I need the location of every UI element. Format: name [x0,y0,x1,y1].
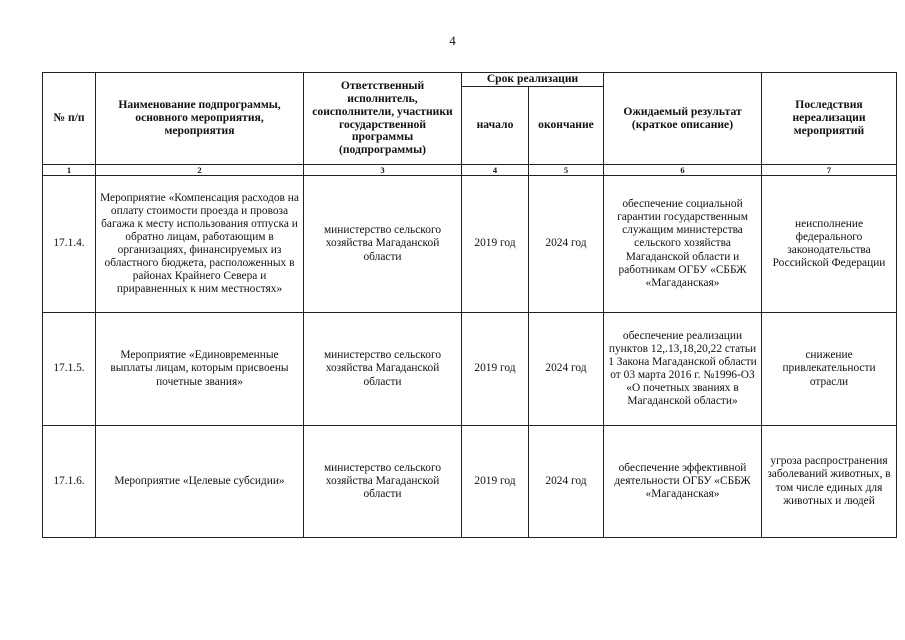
page-number: 4 [449,33,456,48]
row-number: 17.1.6. [43,426,96,538]
row-start: 2019 год [462,313,529,426]
row-end: 2024 год [529,426,604,538]
header-responsible: Ответственный исполнитель, соисполнители, участники государственной программы (подпрограммы) [304,73,462,165]
column-number: 3 [304,165,462,176]
row-responsible: министерство сельского хозяйства Магаданской области [304,313,462,426]
header-consequences: Последствия нереализации мероприятий [762,73,897,165]
program-table [42,72,897,538]
row-consequences: неисполнение федерального законодательства Российской Федерации [762,176,897,313]
column-number: 1 [43,165,96,176]
table-row [43,313,897,426]
row-name: Мероприятие «Компенсация расходов на оплату стоимости проезда и провоза багажа к месту использования отпуска и обратно лицам, работающим в организациях, финансируемых из областного бюджета, расположенных в районах Крайнего Севера и приравненных к ним местностях» [96,176,304,313]
row-start: 2019 год [462,176,529,313]
column-number: 2 [96,165,304,176]
row-end: 2024 год [529,176,604,313]
row-consequences: угроза распространения заболеваний животных, в том числе единых для животных и людей [762,426,897,538]
header-name: Наименование подпрограммы, основного мероприятия, мероприятия [96,73,304,165]
row-result: обеспечение социальной гарантии государственным служащим министерства сельского хозяйства Магаданской области и работникам ОГБУ «СББЖ «Магаданская» [604,176,762,313]
column-number-row [43,165,897,176]
row-responsible: министерство сельского хозяйства Магаданской области [304,176,462,313]
column-number: 5 [529,165,604,176]
row-number: 17.1.4. [43,176,96,313]
header-start: начало [462,87,529,165]
row-consequences: снижение привлекательности отрасли [762,313,897,426]
row-result: обеспечение реализации пунктов 12,.13,18,20,22 статьи 1 Закона Магаданской области от 03 марта 2016 г. №1996-ОЗ «О почетных званиях в Магаданской области» [604,313,762,426]
column-number: 6 [604,165,762,176]
row-end: 2024 год [529,313,604,426]
table-row [43,426,897,538]
header-result: Ожидаемый результат (краткое описание) [604,73,762,165]
row-name: Мероприятие «Единовременные выплаты лицам, которым присвоены почетные звания» [96,313,304,426]
row-name: Мероприятие «Целевые субсидии» [96,426,304,538]
column-number: 4 [462,165,529,176]
column-number: 7 [762,165,897,176]
table-row [43,176,897,313]
header-num: № п/п [43,73,96,165]
row-number: 17.1.5. [43,313,96,426]
row-responsible: министерство сельского хозяйства Магаданской области [304,426,462,538]
row-start: 2019 год [462,426,529,538]
header-end: окончание [529,87,604,165]
header-period: Срок реализации [462,73,604,87]
row-result: обеспечение эффективной деятельности ОГБУ «СББЖ «Магаданская» [604,426,762,538]
